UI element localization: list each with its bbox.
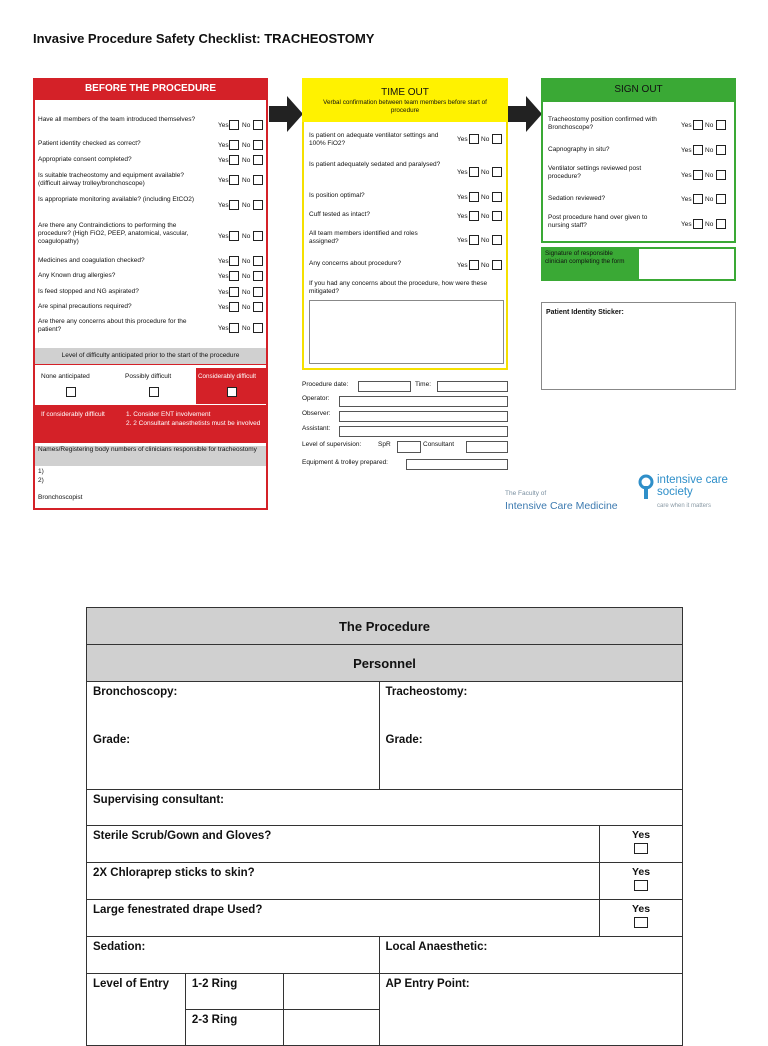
yes-checkbox[interactable] (229, 287, 239, 297)
supervising-consultant-cell[interactable] (87, 790, 683, 826)
chloraprep-cell (87, 863, 600, 900)
yes-label: Yes (457, 194, 468, 201)
no-label: No (705, 221, 714, 228)
before-q2: Patient identity checked as correct? (38, 140, 141, 147)
timeout-q4: Cuff tested as intact? (309, 211, 370, 218)
no-label: No (481, 169, 490, 176)
tracheostomy-cell[interactable] (379, 682, 683, 790)
before-q5: Is appropriate monitoring available? (including EtCO2) (38, 196, 195, 203)
difficulty-none-checkbox[interactable] (66, 387, 76, 397)
if-difficult-step-1: 1. Consider ENT involvement (126, 411, 211, 418)
consultant-label: Consultant (423, 441, 455, 448)
yes-checkbox[interactable] (229, 200, 239, 210)
time-out-subheading: Verbal confirmation between team members before start of procedure (323, 99, 487, 114)
drape-cell (87, 900, 600, 937)
ics-logo-icon (638, 474, 654, 500)
signout-q2: Capnography in situ? (548, 146, 610, 153)
time-input[interactable] (437, 381, 508, 392)
bronchoscopy-label: Bronchoscopy: (93, 686, 178, 698)
no-label: No (481, 194, 490, 201)
chloraprep-yes-checkbox[interactable] (634, 880, 648, 891)
yes-checkbox[interactable] (469, 211, 479, 221)
no-checkbox[interactable] (253, 200, 263, 210)
observer-input[interactable] (339, 411, 508, 422)
no-label: No (705, 147, 714, 154)
before-q8: Any Known drug allergies? (38, 272, 116, 279)
no-checkbox[interactable] (716, 120, 726, 130)
no-label: No (705, 122, 714, 129)
timeout-q5: All team members identified and roles assigned? (309, 230, 418, 245)
personnel-heading: Personnel (87, 645, 683, 682)
difficulty-possible-checkbox[interactable] (149, 387, 159, 397)
tracheostomy-grade-label: Grade: (385, 734, 423, 746)
yes-label: Yes (681, 172, 692, 179)
ring-2-3-input[interactable] (283, 1010, 379, 1046)
yes-checkbox[interactable] (693, 219, 703, 229)
signout-q4: Sedation reviewed? (548, 195, 606, 202)
clinician-line-1[interactable]: 1) (38, 468, 44, 475)
no-checkbox[interactable] (253, 175, 263, 185)
yes-label: Yes (218, 258, 229, 265)
yes-label: Yes (218, 273, 229, 280)
assistant-label: Assistant: (302, 425, 331, 432)
bronchoscopy-cell[interactable] (87, 682, 380, 790)
yes-label: Yes (681, 221, 692, 228)
sterile-yes-cell[interactable] (600, 826, 683, 863)
yes-checkbox[interactable] (469, 260, 479, 270)
time-out-header (302, 78, 508, 122)
arrow-right-icon (269, 96, 303, 132)
yes-checkbox[interactable] (469, 134, 479, 144)
spr-checkbox[interactable] (397, 441, 421, 453)
procedure-date-label: Procedure date: (302, 381, 349, 388)
sterile-yes-label: Yes (631, 829, 651, 841)
level-entry-cell (87, 974, 186, 1046)
no-label: No (705, 196, 714, 203)
no-label: No (705, 172, 714, 179)
equipment-label: Equipment & trolley prepared: (302, 459, 388, 466)
sedation-label: Sedation: (93, 941, 146, 953)
drape-label: Large fenestrated drape Used? (93, 904, 263, 916)
yes-label: Yes (681, 122, 692, 129)
no-label: No (242, 325, 251, 332)
yes-checkbox[interactable] (229, 302, 239, 312)
difficulty-possible-label: Possibly difficult (125, 373, 172, 380)
procedure-title: The Procedure (87, 608, 683, 645)
drape-yes-label: Yes (631, 903, 651, 915)
no-label: No (481, 136, 490, 143)
spr-label: SpR (378, 441, 391, 448)
ficm-logo-text: Intensive Care Medicine (505, 500, 618, 512)
drape-yes-cell[interactable] (600, 900, 683, 937)
no-label: No (242, 177, 251, 184)
yes-label: Yes (218, 157, 229, 164)
no-checkbox[interactable] (253, 120, 263, 130)
no-checkbox[interactable] (716, 194, 726, 204)
no-checkbox[interactable] (492, 235, 502, 245)
ring-1-2-input[interactable] (283, 974, 379, 1010)
ring-2-3-label: 2-3 Ring (191, 1014, 238, 1026)
no-checkbox[interactable] (492, 211, 502, 221)
local-anaesthetic-cell[interactable] (379, 937, 683, 974)
yes-label: Yes (218, 304, 229, 311)
supervision-label: Level of supervision: (302, 441, 362, 448)
chloraprep-label: 2X Chloraprep sticks to skin? (93, 867, 255, 879)
page-title: Invasive Procedure Safety Checklist: TRACHEOSTOMY (33, 31, 375, 46)
patient-sticker-label: Patient Identity Sticker: (546, 309, 624, 316)
time-out-heading: TIME OUT (381, 87, 429, 98)
before-q1: Have all members of the team introduced themselves? (38, 116, 196, 123)
yes-label: Yes (457, 262, 468, 269)
clinician-line-2[interactable]: 2) (38, 477, 44, 484)
assistant-input[interactable] (339, 426, 508, 437)
chloraprep-yes-label: Yes (631, 866, 651, 878)
procedure-table (86, 607, 683, 1046)
ap-entry-label: AP Entry Point: (385, 978, 470, 990)
signature-label: Signature of responsible clinician completing the form (545, 250, 625, 265)
yes-label: Yes (218, 177, 229, 184)
no-checkbox[interactable] (253, 140, 263, 150)
before-q4: Is suitable tracheostomy and equipment available? (difficult airway trolley/bronchoscope) (38, 172, 184, 187)
yes-checkbox[interactable] (693, 194, 703, 204)
yes-label: Yes (218, 142, 229, 149)
no-label: No (242, 304, 251, 311)
no-checkbox[interactable] (253, 271, 263, 281)
yes-checkbox[interactable] (229, 231, 239, 241)
yes-label: Yes (218, 122, 229, 129)
sedation-cell[interactable] (87, 937, 380, 974)
no-label: No (242, 289, 251, 296)
bronchoscopist-label: Bronchoscopist (38, 494, 83, 501)
yes-checkbox[interactable] (469, 167, 479, 177)
before-q6: Are there any Contraindictions to performing the procedure? (High FiO2, PEEP, anatomical, vascular, coagulopathy) (38, 222, 189, 245)
ics-line-1: intensive care (657, 474, 728, 486)
timeout-q6: Any concerns about procedure? (309, 260, 402, 267)
no-checkbox[interactable] (253, 256, 263, 266)
no-checkbox[interactable] (253, 302, 263, 312)
drape-yes-checkbox[interactable] (634, 917, 648, 928)
no-label: No (242, 142, 251, 149)
yes-checkbox[interactable] (229, 155, 239, 165)
no-label: No (242, 122, 251, 129)
equipment-input[interactable] (406, 459, 508, 470)
clinician-names-label: Names/Registering body numbers of clinicians responsible for tracheostomy (35, 446, 266, 466)
ics-line-2: society (657, 486, 693, 498)
no-checkbox[interactable] (716, 219, 726, 229)
operator-label: Operator: (302, 395, 330, 402)
before-q10: Are spinal precautions required? (38, 303, 132, 310)
yes-label: Yes (457, 169, 468, 176)
no-checkbox[interactable] (253, 323, 263, 333)
yes-checkbox[interactable] (229, 323, 239, 333)
timeout-q1: Is patient on adequate ventilator settings and 100% FiO2? (309, 132, 439, 147)
no-checkbox[interactable] (716, 170, 726, 180)
yes-checkbox[interactable] (693, 170, 703, 180)
if-difficult-label: If considerably difficult (41, 411, 105, 418)
sterile-cell (87, 826, 600, 863)
level-entry-label: Level of Entry (93, 978, 170, 990)
bronchoscopy-grade-label: Grade: (93, 734, 131, 746)
timeout-q3: Is position optimal? (309, 192, 365, 199)
timeout-q2: Is patient adequately sedated and paralysed? (309, 161, 441, 168)
yes-label: Yes (457, 237, 468, 244)
yes-checkbox[interactable] (229, 175, 239, 185)
yes-label: Yes (218, 325, 229, 332)
no-label: No (242, 202, 251, 209)
concerns-textarea[interactable] (309, 300, 504, 364)
yes-label: Yes (218, 233, 229, 240)
yes-checkbox[interactable] (229, 271, 239, 281)
yes-checkbox[interactable] (229, 140, 239, 150)
no-checkbox[interactable] (492, 260, 502, 270)
signout-q1: Tracheostomy position confirmed with Bronchoscope? (548, 116, 657, 131)
yes-checkbox[interactable] (229, 120, 239, 130)
yes-checkbox[interactable] (693, 145, 703, 155)
no-checkbox[interactable] (492, 134, 502, 144)
difficulty-none-label: None anticipated (41, 373, 90, 380)
sterile-yes-checkbox[interactable] (634, 843, 648, 854)
divider (35, 364, 266, 365)
before-q11: Are there any concerns about this procedure for the patient? (38, 318, 187, 333)
yes-label: Yes (681, 147, 692, 154)
difficulty-considerable-checkbox[interactable] (227, 387, 237, 397)
time-label: Time: (415, 381, 432, 388)
no-checkbox[interactable] (253, 155, 263, 165)
no-label: No (481, 262, 490, 269)
yes-checkbox[interactable] (469, 192, 479, 202)
difficulty-considerable-label: Considerably difficult (198, 373, 256, 380)
procedure-date-input[interactable] (358, 381, 411, 392)
if-difficult-step-2: 2. 2 Consultant anaesthetists must be involved (126, 420, 261, 427)
before-q7: Medicines and coagulation checked? (38, 257, 145, 264)
yes-label: Yes (218, 202, 229, 209)
no-label: No (481, 213, 490, 220)
difficulty-label: Level of difficulty anticipated prior to the start of the procedure (35, 348, 266, 364)
tracheostomy-label: Tracheostomy: (385, 686, 468, 698)
signout-q3: Ventilator settings reviewed post procedure? (548, 165, 642, 180)
arrow-right-icon (508, 96, 542, 132)
no-label: No (481, 237, 490, 244)
consultant-checkbox[interactable] (466, 441, 508, 453)
no-checkbox[interactable] (253, 231, 263, 241)
sign-out-heading: SIGN OUT (541, 78, 736, 102)
ring-1-2-label: 1-2 Ring (191, 978, 238, 990)
concerns-label: If you had any concerns about the procedure, how were these mitigated? (309, 280, 488, 295)
no-checkbox[interactable] (492, 192, 502, 202)
chloraprep-yes-cell[interactable] (600, 863, 683, 900)
no-label: No (242, 258, 251, 265)
supervising-consultant-label: Supervising consultant: (93, 794, 224, 806)
ficm-small-text: The Faculty of (505, 490, 547, 497)
yes-checkbox[interactable] (229, 256, 239, 266)
yes-checkbox[interactable] (693, 120, 703, 130)
no-checkbox[interactable] (492, 167, 502, 177)
yes-label: Yes (457, 136, 468, 143)
yes-label: Yes (218, 289, 229, 296)
no-label: No (242, 273, 251, 280)
yes-label: Yes (681, 196, 692, 203)
before-procedure-heading: BEFORE THE PROCEDURE (33, 78, 268, 100)
observer-label: Observer: (302, 410, 331, 417)
operator-input[interactable] (339, 396, 508, 407)
yes-checkbox[interactable] (469, 235, 479, 245)
before-q9: Is feed stopped and NG aspirated? (38, 288, 139, 295)
ap-entry-cell[interactable] (379, 974, 683, 1046)
ring-1-2-cell (185, 974, 283, 1010)
signout-q5: Post procedure hand over given to nursing staff? (548, 214, 648, 229)
sterile-label: Sterile Scrub/Gown and Gloves? (93, 830, 272, 842)
no-checkbox[interactable] (253, 287, 263, 297)
local-anaesthetic-label: Local Anaesthetic: (385, 941, 488, 953)
yes-label: Yes (457, 213, 468, 220)
before-q3: Appropriate consent completed? (38, 156, 132, 163)
no-checkbox[interactable] (716, 145, 726, 155)
no-label: No (242, 233, 251, 240)
no-label: No (242, 157, 251, 164)
signature-input[interactable] (640, 249, 734, 279)
ics-tagline: care when it matters (657, 503, 712, 509)
ring-2-3-cell (185, 1010, 283, 1046)
